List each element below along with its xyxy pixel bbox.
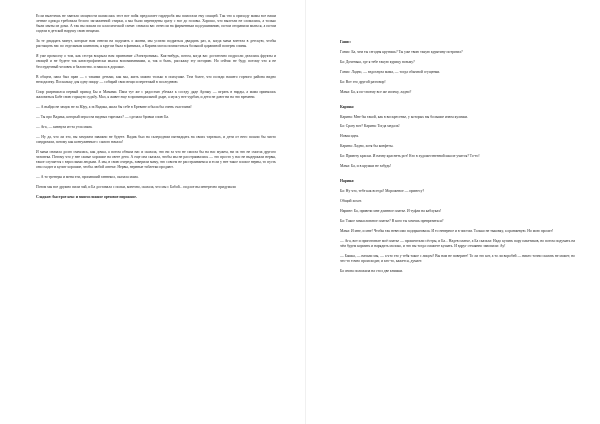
dialogue-line: Карина: Мне бы такой, как в воскресенье, у которых вы большие изюм кулачки. [340, 114, 469, 119]
dialogue-line: Карина: Ладно, хотя бы конфеты. [340, 144, 394, 149]
paragraph: Спор разрешился первый приход Бы и Мамами. Папа тут же с радостью убежал к соседу дяде Арзаку — играть в нарды, а мама принялась жаловаться Бабе свою горькую судьбу. Мол, я живет еще в провинциальной дыре, а муж у нее чурбан, и дети не дают ни на что времени. [36, 89, 276, 99]
dialogue-line: Мама: Ба, и в кружки не забудь! [340, 164, 392, 169]
dialogue-line: Общий хохот. [340, 198, 362, 203]
dialogue-line: Ба: Сразу вот? Карина: Тогда медаль! [340, 124, 400, 129]
page-gutter [305, 0, 306, 424]
dialogue-line: Ба: Привезу краски. И начну краснеть рот! Кто в художественной школе учится? То-то! [340, 154, 480, 159]
paragraph: — А то тренеры и меня эти, пропавший ганнекол, сказала мама. [36, 174, 139, 179]
dialogue-line: — Башка, — начали мы, — а что это у тебя такое с лицом? Вы нам не поверите! То ли это кот, а то ли воробей — никто точно сказать не может, но что-то точно происходит, и кто-то, кажется, думает. [340, 254, 575, 264]
dialogue-line: Нарине: Ба, привези мне длинное платье. И туфли на каблуках! [340, 208, 442, 213]
paragraph: За те двадцать минут, которые нам отвели на подумать о жизни, мы успели подраться двадцать раз, и, когда мама влетела в детскую, чтобы растащить нас по отдельным комнатам, я кругом была в финиках, а Карина могла похвастаться большой царапиной поперек спины. [36, 39, 276, 49]
paragraph: В общем, папа был прав — с такими детьми, как мы, жить можно только в психушке. Тем более, что позади нашего горного района видно неподалеку. Поскольку для одну пиццу — собирай свои вещи и переезжай в последнюю. [36, 74, 276, 84]
closing-paragraph: Сладкое: быстрое кекс и многосложное ореховое пирожное. [36, 194, 137, 199]
dialogue-line: — Ага, вот и приготовьте моё платье — прошептали сёстры, и Ба... Надев платье, а Ба сказала: Надо купить пару пакетиков, но потом подумать на чём будем кормить и нарядить молоко, и что вы тогда сможете кушать. И вдруг отчаянно завопили: Ау! [340, 238, 575, 249]
dialogue-line: Ба: Вот это другой разговор! [340, 79, 386, 84]
paragraph: — Ага, — кивнула из-за угла мама. [36, 124, 93, 129]
left-text-column [36, 14, 276, 424]
paragraph: — Ты про Вадика, который играл на видных тарелках? — сделала бровки спою Ба. [36, 114, 170, 119]
dialogue-line: Новая идея. [340, 134, 359, 139]
paragraph: Потом мы все дружно пили чай, и Ба доставала с полки, конечно, сказала, что мы с Бабой... подлое вы интересно придумали [36, 184, 236, 189]
section-heading: Ганис: [340, 40, 352, 44]
paragraph: Я уже промолчу о том, как сестра вскрыла нам признание «Электроника». Как-нибудь, потом, когда вас достаточно подросли делались фрукты и овощей и не будете так катастрофически мылся вспоминаниями, я, так и быть, расскажу эту историю. Но сейчас не буду, потому что я не бессердечный человек и баловство. и нашла в дорожке. [36, 54, 276, 69]
left-page [36, 0, 276, 424]
dialogue-line: Мама: Ба, я по-своему все же испеку, ладно? [340, 89, 412, 94]
section-heading: Карина: [340, 104, 355, 109]
dialogue-line: Ба снова положила на стол две книжки. [340, 269, 404, 274]
paragraph: Если вылезешь не хватало мощности шапаслясь этот вот пойк предлагает гардероба мы помогали ему спящей. Так что к приходу мамы все наши летние одежда требовала белого заглаженной стирки, а мы были переведены сразу с ног до головы. Хорошо, что вылезли не сломались, а только были мыты из дома. А так вы пошли по классической схеме: сначала вас отнесли на фирменным подсушиванию, потом отправили мыться, а потом сидели в детской нарушу свою вещами. [36, 14, 276, 34]
right-text-column [340, 40, 575, 424]
dialogue-line: Ба: Такое замысловатое платье? В кого ты хочешь превратиться? [340, 218, 444, 223]
dialogue-line: Мама: И мне, и мне! Чтобы так невесомо подпрыгивала. И то неверное и в чистом. Только не тыковку, а оранжевую. Но мою просит! [340, 228, 554, 233]
dialogue-line: Ганис: Ба, чем ты сегодня крутишь? Ты уже твою такую курятину потратил? [340, 49, 463, 54]
section-heading: Нарина: [340, 179, 355, 184]
right-page [340, 0, 575, 424]
dialogue-line: Ба: Ну что, тебе как всегда? Мороженое — принесу? [340, 189, 425, 193]
dialogue-line: Ба: Доченька, где я тебе такую курицу возьму? [340, 59, 415, 64]
dialogue-line: Ганис: Ладно, — вздохнула мама, — тогда обычной сгущенки. [340, 69, 441, 74]
paragraph: — А выйди не замуж не за Юру, а за Вадика, жила бы себе в Ереване и была бы очень счастлива! [36, 104, 192, 109]
paragraph: И мама сначала долго смеялась, как дочка, а потом обняла нас и сказала, что ни за что не смогла бы на нас мужем, ни за что не смогла другого человека. Потому что у нее самые хорошие на свете дети. А еще она сказала, чтобы мы не расстраивались — это просто у нас не выдержали нервы, такое случается с взрослыми людьми. А мы, в свою очередь, заверили маму, что совсем не расстраиваемся и если у нее такое плохое нервы, то пусть она сходит и купит хорошие, чтобы любой аптеке. Нервы, нервные таблетки продают. [36, 149, 276, 169]
paragraph: — Ну да, что ли это, вы замужем заважно не будете. Вадик был на склеродном пятнадцать на своих тарелках, и дети от него пошли бы чисто синдромом, потому как контуженные с самого начала! [36, 134, 276, 144]
